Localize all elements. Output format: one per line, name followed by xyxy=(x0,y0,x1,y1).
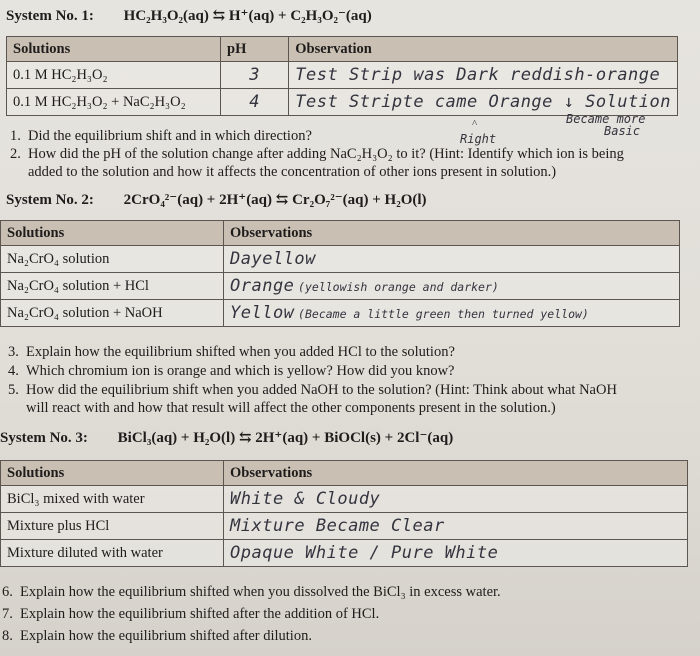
table-row xyxy=(7,62,678,89)
observation-cell: Opaque White / Pure White xyxy=(224,540,688,567)
system2-header xyxy=(6,190,427,209)
system1-label: System No. 1: xyxy=(6,8,94,24)
observation-cell: Mixture Became Clear xyxy=(224,513,688,540)
observation-cell: Orange (yellowish orange and darker) xyxy=(224,273,680,300)
table-header-row xyxy=(1,461,688,486)
question-5: 5. How did the equilibrium shift when you added NaOH to the solution? (Hint: Think about what NaOH xyxy=(8,382,617,398)
solution-cell: Na₂CrO₄ solution xyxy=(1,246,224,273)
question-2-continued: added to the solution and how it affects the concentration of other ions present in solution.) xyxy=(28,164,557,180)
observation-cell: Dayellow xyxy=(224,246,680,273)
system2-equation: 2CrO₄²⁻(aq) + 2H⁺(aq) ⇆ Cr₂O₇²⁻(aq) + H₂O(l) xyxy=(123,192,427,208)
col-ph: pH xyxy=(221,37,289,62)
system3-equation: BiCl₃(aq) + H₂O(l) ⇆ 2H⁺(aq) + BiOCl(s) + 2Cl⁻(aq) xyxy=(117,430,454,446)
ph-cell: 3 xyxy=(221,62,289,89)
system1-header xyxy=(6,6,372,25)
solution-cell: Na₂CrO₄ solution + HCl xyxy=(1,273,224,300)
system1-table xyxy=(6,36,678,116)
table-row xyxy=(1,246,680,273)
solution-cell: Na₂CrO₄ solution + NaOH xyxy=(1,300,224,327)
question-2: 2. How did the pH of the solution change after adding NaC₂H₃O₂ to it? (Hint: Identify which ion is being xyxy=(10,146,624,162)
solution-cell: 0.1 M HC₂H₃O₂ xyxy=(7,62,221,89)
system3-label: System No. 3: xyxy=(0,430,88,446)
question-6: 6. Explain how the equilibrium shifted when you dissolved the BiCl₃ in excess water. xyxy=(2,584,501,600)
system3-header xyxy=(0,428,453,447)
question-1: 1. Did the equilibrium shift and in which direction? xyxy=(10,128,312,144)
solution-cell: Mixture plus HCl xyxy=(1,513,224,540)
question-7: 7. Explain how the equilibrium shifted after the addition of HCl. xyxy=(2,606,380,622)
solution-cell: Mixture diluted with water xyxy=(1,540,224,567)
system1-equation: HC₂H₃O₂(aq) ⇆ H⁺(aq) + C₂H₃O₂⁻(aq) xyxy=(123,8,372,24)
ph-cell: 4 xyxy=(221,89,289,116)
solution-cell: BiCl₃ mixed with water xyxy=(1,486,224,513)
annotation-basic: Basic xyxy=(604,124,641,138)
table-row xyxy=(1,300,680,327)
col-solutions: Solutions xyxy=(7,37,221,62)
question-3: 3. Explain how the equilibrium shifted when you added HCl to the solution? xyxy=(8,344,455,360)
table-row xyxy=(1,540,688,567)
col-solutions: Solutions xyxy=(1,461,224,486)
system2-table xyxy=(0,220,680,327)
col-solutions: Solutions xyxy=(1,221,224,246)
question-4: 4. Which chromium ion is orange and which is yellow? How did you know? xyxy=(8,363,455,379)
annotation-right: Right xyxy=(460,132,497,146)
table-row xyxy=(1,513,688,540)
system2-label: System No. 2: xyxy=(6,192,94,208)
table-header-row xyxy=(7,37,678,62)
observation-cell: Test Strip was Dark reddish-orange xyxy=(289,62,678,89)
question-8: 8. Explain how the equilibrium shifted after dilution. xyxy=(2,628,312,644)
col-observations: Observations xyxy=(224,461,688,486)
observation-cell: Test Stripte came Orange ↓ Solution xyxy=(289,89,678,116)
observation-cell: Yellow (Became a little green then turned yellow) xyxy=(224,300,680,327)
col-observation: Observation xyxy=(289,37,678,62)
system3-table xyxy=(0,460,688,567)
arrow-annotation: ^ xyxy=(472,118,478,130)
col-observations: Observations xyxy=(224,221,680,246)
solution-cell: 0.1 M HC₂H₃O₂ + NaC₂H₃O₂ xyxy=(7,89,221,116)
annotation-became-more: Became more xyxy=(566,112,646,126)
table-header-row xyxy=(1,221,680,246)
table-row xyxy=(1,273,680,300)
observation-cell: White & Cloudy xyxy=(224,486,688,513)
table-row xyxy=(1,486,688,513)
question-5-continued: will react with and how that result will affect the other components present in the solution.) xyxy=(26,400,556,416)
